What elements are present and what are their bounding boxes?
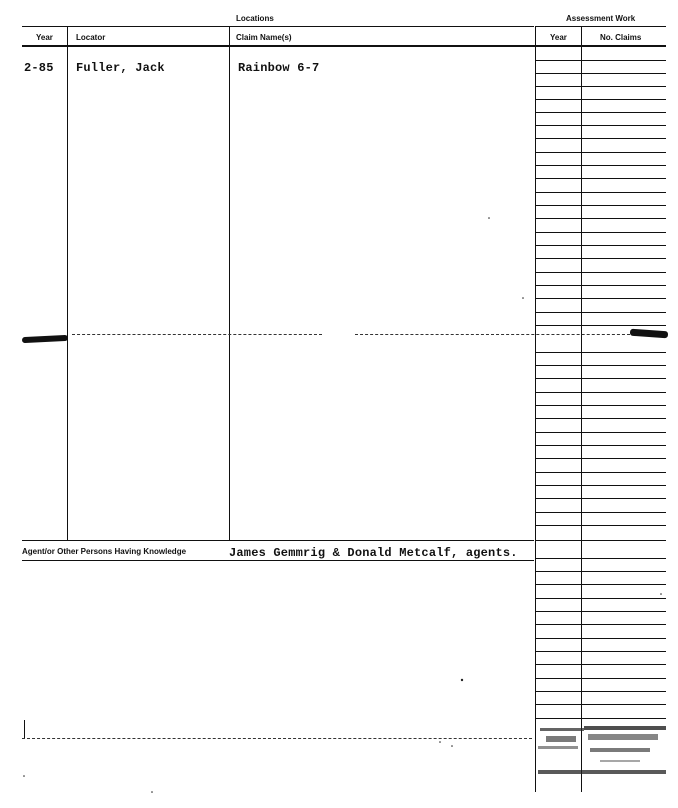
assessment-work-header: Assessment Work: [566, 14, 636, 23]
agent-label: Agent/or Other Persons Having Knowledge: [22, 547, 187, 556]
col-no-claims-header: No. Claims: [600, 33, 642, 42]
col-assess-year-header: Year: [550, 33, 567, 42]
entry-claim-name: Rainbow 6-7: [238, 61, 320, 75]
entry-locator: Fuller, Jack: [76, 61, 165, 75]
entry-year: 2-85: [24, 61, 54, 75]
col-year-header: Year: [36, 33, 53, 42]
col-locator-header: Locator: [76, 33, 106, 42]
agents-value: James Gemmrig & Donald Metcalf, agents.: [229, 546, 518, 560]
col-claim-names-header: Claim Name(s): [236, 33, 292, 42]
locations-header: Locations: [236, 14, 274, 23]
left-margin-mark: [24, 720, 25, 738]
